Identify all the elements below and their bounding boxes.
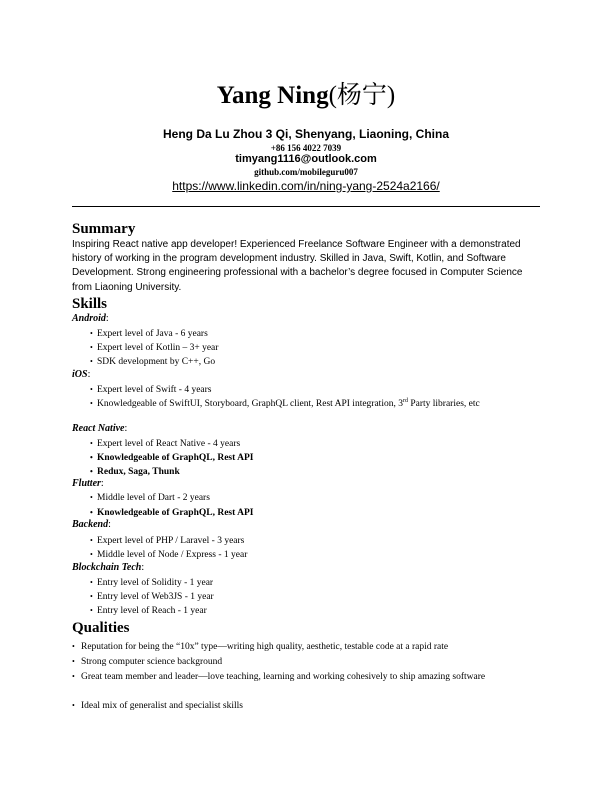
list-item: • Knowledgeable of SwiftUI, Storyboard, GraphQL client, Rest API integration, 3rd Party libraries, etc — [90, 397, 480, 409]
skill-category-flutter: Flutter: — [72, 478, 104, 489]
skill-category-blockchain: Blockchain Tech: — [72, 562, 145, 573]
divider — [72, 206, 540, 207]
summary-heading: Summary — [72, 221, 136, 237]
linkedin-link[interactable]: https://www.linkedin.com/in/ning-yang-2524a2166/ — [172, 179, 440, 193]
github-link[interactable]: github.com/mobileguru007 — [254, 167, 358, 177]
qualities-heading: Qualities — [72, 620, 130, 636]
list-item: • Great team member and leader—love teaching, learning and working cohesively to ship amazing software — [72, 672, 486, 682]
resume-page: Yang Ning(杨宁) Heng Da Lu Zhou 3 Qi, Shenyang, Liaoning, China +86 156 4022 7039 timyang1116@outlook.com github.com/mobileguru007 https://www.linkedin.com/in/ning-yang-2524a2166/ Summary Inspiring React native app developer! Experienced Freelance Software Engineer with a demonstrated history of working in the program development industry. Skilled in Java, Swift, Kotlin, and Software Development. Strong engineering professional with a bachelor’s degree focused in Computer Science from Liaoning University. Skills Android: • Expert level of Java - 6 years • Expert level of Kotlin – 3+ year • SDK development by C++, Go iOS: • Expert level of Swift - 4 years • Knowledgeable of SwiftUI, Storyboard, GraphQL client, Rest API integration, 3rd Party libraries, etc React Native: • Expert level of React Native - 4 years • Knowledgeable of GraphQL, Rest API • Redux, Saga, Thunk Flutter: • Middle level of Dart - 2 years • Knowledgeable of GraphQL, Rest API Backend: • Expert level of PHP / Laravel - 3 years • Middle level of Node / Express - 1 year Blockchain Tech: • Entry level of Solidity - 1 year • Entry level of Web3JS - 1 year • Entry level of Reach - 1 year Qualities • Reputation for being the “10x” type—writing high quality, aesthetic, testable code at a rapid rate • Strong computer science background • Great team member and leader—love teaching, learning and working cohesively to ship amazing software • Ideal mix of generalist and specialist skills — [0, 0, 612, 792]
skill-category-backend: Backend: — [72, 519, 111, 530]
skill-category-android: Android: — [72, 313, 109, 324]
email: timyang1116@outlook.com — [235, 153, 377, 165]
skill-category-react-native: React Native: — [72, 423, 128, 434]
skill-category-ios: iOS: — [72, 369, 91, 380]
candidate-name: Yang Ning(杨宁) — [216, 82, 396, 109]
skills-heading: Skills — [72, 296, 108, 312]
address: Heng Da Lu Zhou 3 Qi, Shenyang, Liaoning, China — [162, 127, 449, 141]
phone: +86 156 4022 7039 — [270, 143, 342, 153]
summary-text: Inspiring React native app developer! Experienced Freelance Software Engineer with a demonstrated history of working in the program development industry. Skilled in Java, Swift, Kotlin, and Software Development. Strong engineering professional with a bachelor’s degree focused in Computer Science from Liaoning University. — [72, 239, 523, 293]
